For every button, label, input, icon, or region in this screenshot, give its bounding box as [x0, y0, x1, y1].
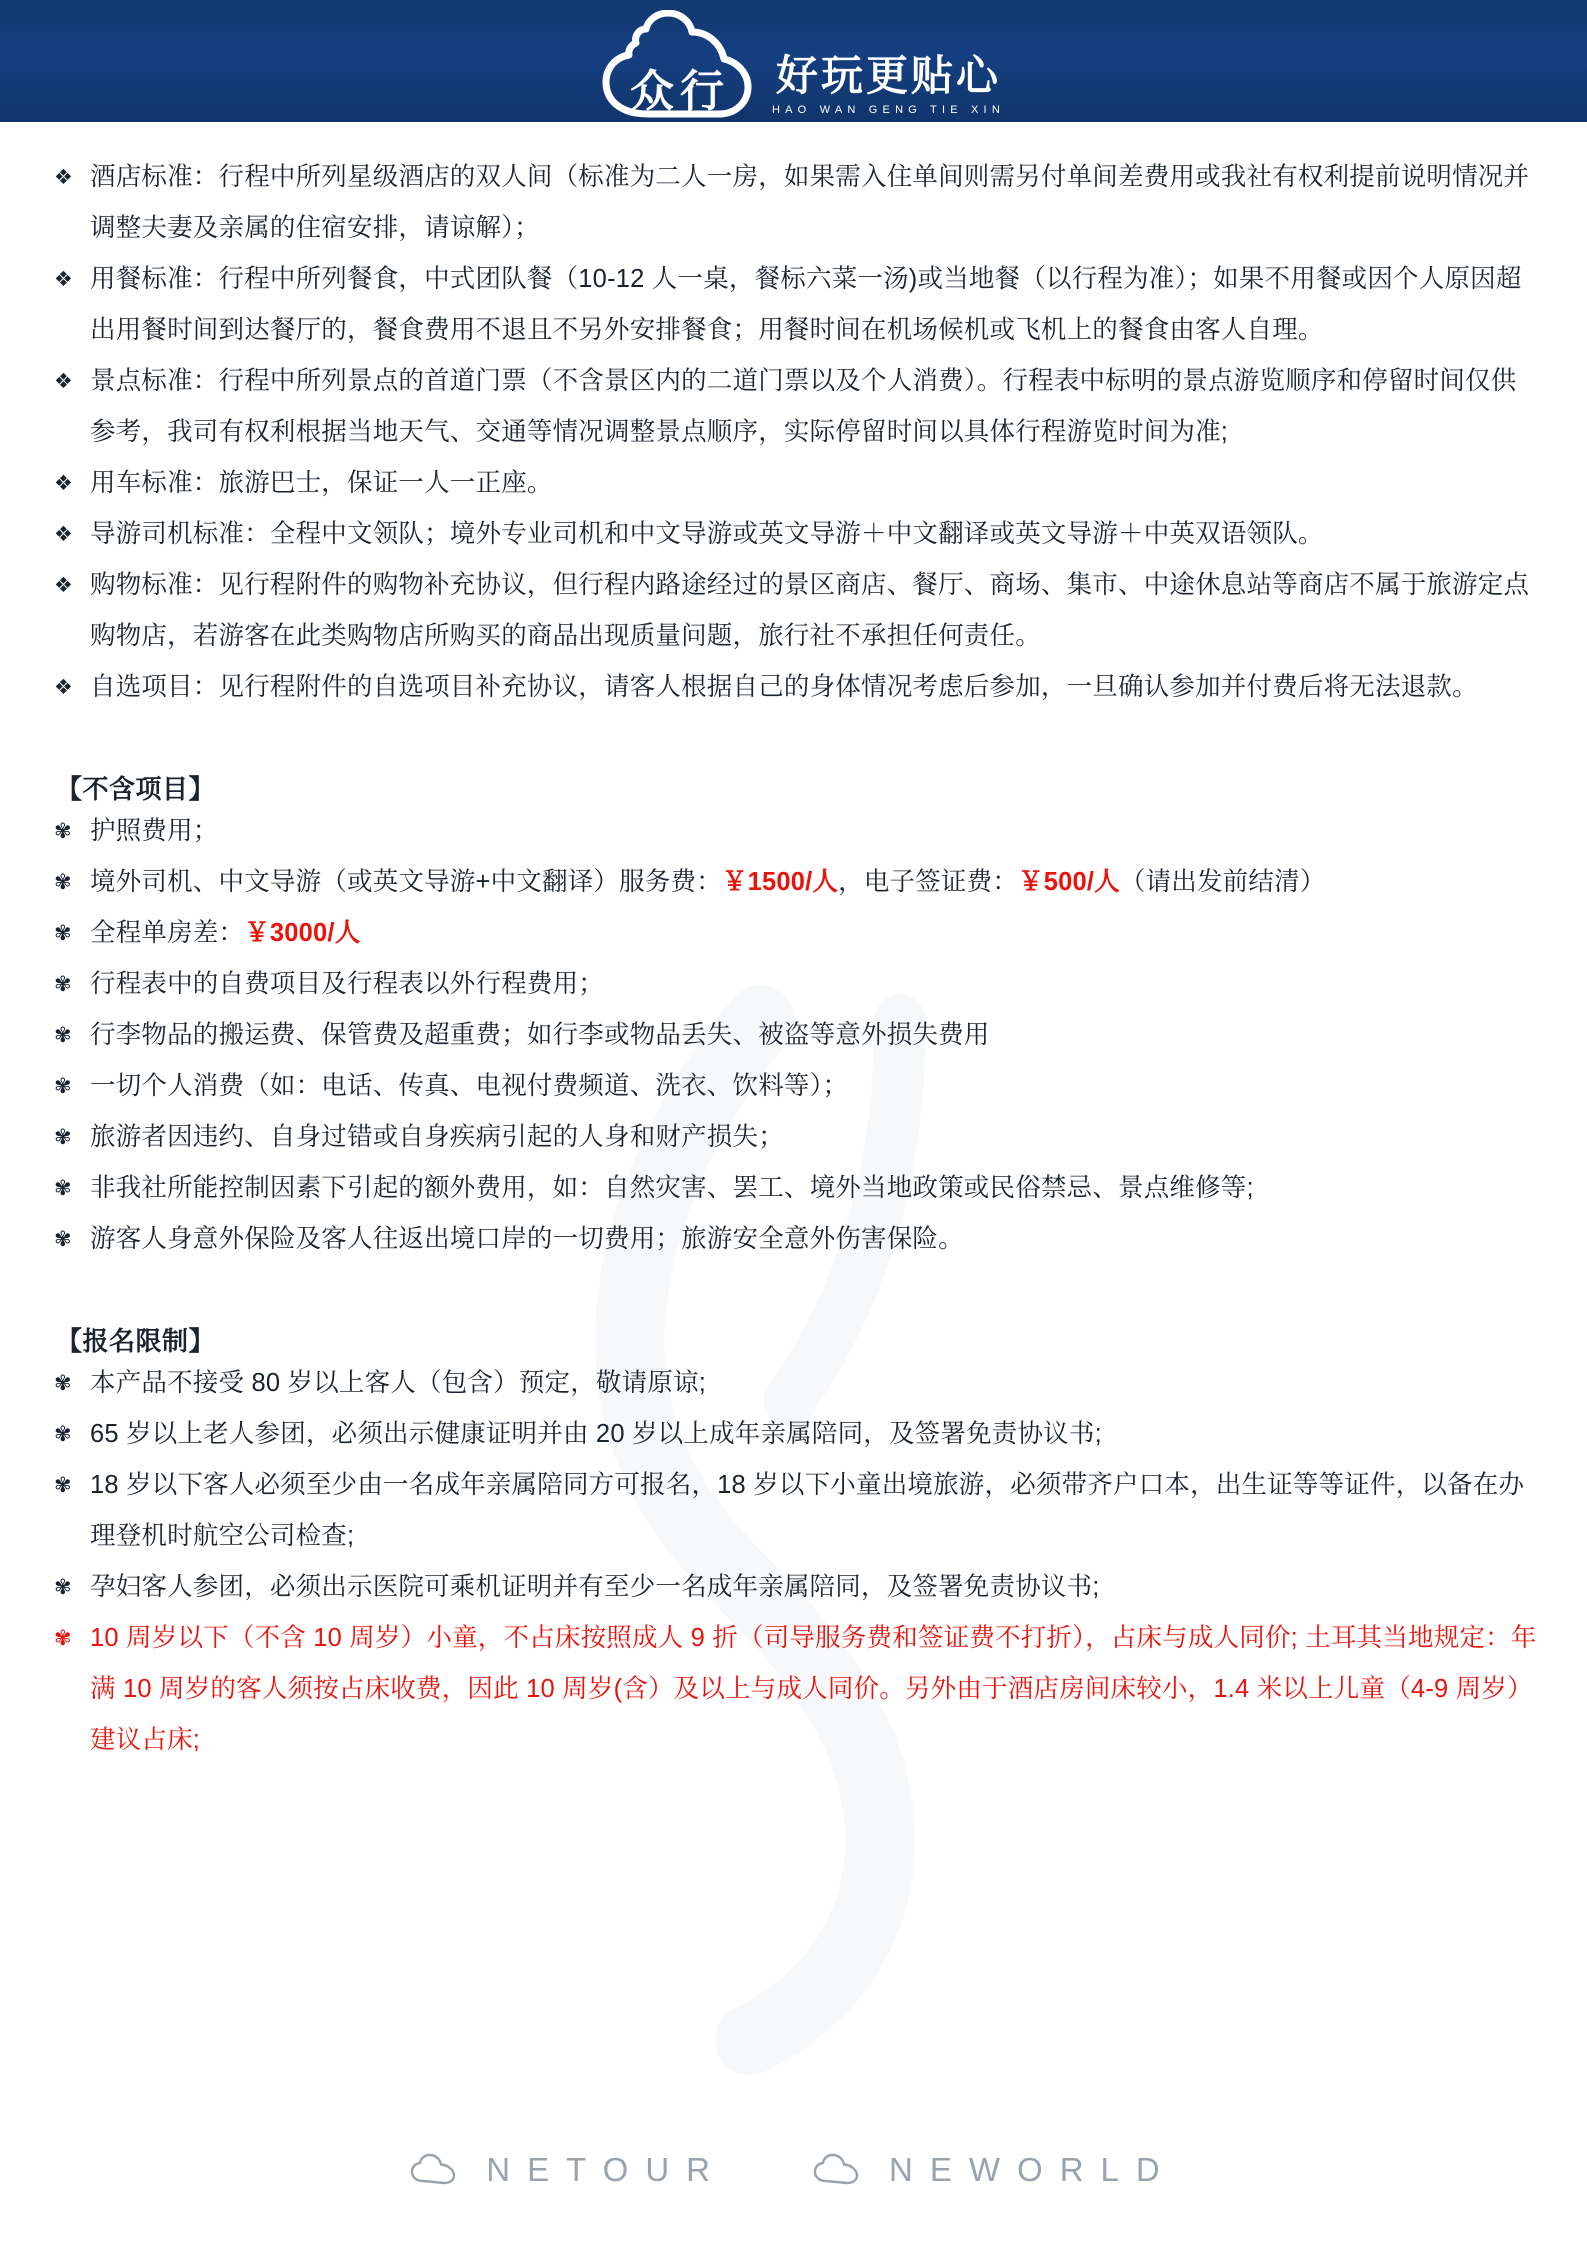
brand-tagline-group — [772, 51, 1005, 122]
brand-tagline-pinyin: HAO WAN GENG TIE XIN — [772, 104, 1005, 116]
text-run: 境外司机、中文导游（或英文导游+中文翻译）服务费： — [90, 868, 722, 896]
list-item-text: 用车标准：旅游巴士，保证一人一正座。 — [90, 469, 553, 497]
list-item — [0, 1010, 1587, 1061]
list-item-text: 10 周岁以下（不含 10 周岁）小童，不占床按照成人 9 折（司导服务费和签证费不打折），占床与成人同价; 土耳其当地规定：年满 10 周岁的客人须按占床收费，因此 10 周岁(含）及以上与成人同价。另外由于酒店房间床较小，1.4 米以上儿童（4-9 周岁）建议占床; — [90, 1624, 1537, 1754]
list-item-text — [90, 919, 360, 947]
list-item-text: 自选项目：见行程附件的自选项目补充协议，请客人根据自己的身体情况考虑后参加，一旦确认参加并付费后将无法退款。 — [90, 673, 1478, 701]
list-item-text — [90, 1123, 784, 1151]
list-item-text — [90, 868, 1325, 896]
list-item-text: 酒店标准：行程中所列星级酒店的双人间（标准为二人一房，如果需入住单间则需另付单间差费用或我社有权利提前说明情况并调整夫妻及亲属的住宿安排，请谅解）； — [90, 163, 1530, 242]
restrictions-list — [0, 1358, 1587, 1766]
diamond-bullet-icon: ❖ — [54, 267, 74, 291]
page-header — [0, 0, 1587, 122]
list-item-text — [90, 1225, 964, 1253]
list-item — [0, 458, 1587, 509]
list-item — [0, 1358, 1587, 1409]
footer-word-neworld: NEWORLD — [889, 2151, 1177, 2188]
list-item-text: 孕妇客人参团，必须出示医院可乘机证明并有至少一名成年亲属陪同，及签署免责协议书; — [90, 1573, 1100, 1601]
list-item — [0, 1562, 1587, 1613]
list-item — [0, 1163, 1587, 1214]
diamond-bullet-icon: ✾ — [54, 972, 72, 996]
text-run: 护照费用； — [90, 817, 219, 845]
text-run: （请出发前结清） — [1119, 868, 1326, 896]
list-item-text: 本产品不接受 80 岁以上客人（包含）预定，敬请原谅; — [90, 1369, 707, 1397]
top-gap — [0, 122, 1587, 152]
section-standards — [0, 152, 1587, 713]
list-item — [0, 1112, 1587, 1163]
list-item — [0, 662, 1587, 713]
list-item — [0, 806, 1587, 857]
text-run: 一切个人消费（如：电话、传真、电视付费频道、洗衣、饮料等）； — [90, 1072, 849, 1100]
diamond-bullet-icon: ❖ — [54, 522, 74, 546]
diamond-bullet-icon: ✾ — [54, 1227, 72, 1251]
diamond-bullet-icon: ✾ — [54, 1473, 72, 1497]
price-value: ￥1500/人 — [721, 868, 839, 896]
list-item-text: 18 岁以下客人必须至少由一名成年亲属陪同方可报名，18 岁以下小童出境旅游，必须带齐户口本，出生证等等证件，以备在办理登机时航空公司检查; — [90, 1471, 1525, 1550]
list-item — [0, 1409, 1587, 1460]
section-restrictions — [0, 1321, 1587, 1766]
text-run: ，电子签证费： — [838, 868, 1019, 896]
list-item — [0, 857, 1587, 908]
page-footer — [0, 2151, 1587, 2189]
footer-brand-netour — [410, 2151, 727, 2189]
list-item — [0, 1214, 1587, 1265]
list-item-text: 65 岁以上老人参团，必须出示健康证明并由 20 岁以上成年亲属陪同，及签署免责协议书; — [90, 1420, 1102, 1448]
diamond-bullet-icon: ❖ — [54, 369, 74, 393]
list-item — [0, 356, 1587, 458]
price-value: ￥500/人 — [1018, 868, 1120, 896]
brand-logo — [590, 8, 1020, 122]
text-run: 全程单房差： — [90, 919, 245, 947]
diamond-bullet-icon: ✾ — [54, 1176, 72, 1200]
document-content — [0, 122, 1587, 1766]
section-excluded — [0, 769, 1587, 1265]
list-item-text: 购物标准：见行程附件的购物补充协议，但行程内路途经过的景区商店、餐厅、商场、集市、中途休息站等商店不属于旅游定点购物店，若游客在此类购物店所购买的商品出现质量问题，旅行社不承担任何责任。 — [90, 571, 1530, 650]
footer-brand-neworld — [813, 2151, 1177, 2189]
diamond-bullet-icon: ✾ — [54, 1422, 72, 1446]
list-item — [0, 1613, 1587, 1766]
diamond-bullet-icon: ✾ — [54, 1626, 72, 1650]
list-item-text: 景点标准：行程中所列景点的首道门票（不含景区内的二道门票以及个人消费）。行程表中标明的景点游览顺序和停留时间仅供参考，我司有权利根据当地天气、交通等情况调整景点顺序，实际停留时间以具体行程游览时间为准; — [90, 367, 1517, 446]
diamond-bullet-icon: ✾ — [54, 921, 72, 945]
list-item-text — [90, 1174, 1254, 1202]
cloud-mark-icon — [410, 2153, 456, 2187]
text-run: 非我社所能控制因素下引起的额外费用，如：自然灾害、罢工、境外当地政策或民俗禁忌、景点维修等; — [90, 1174, 1254, 1202]
list-item — [0, 1061, 1587, 1112]
list-item-text — [90, 970, 604, 998]
text-run: 行程表中的自费项目及行程表以外行程费用； — [90, 970, 605, 998]
price-value: ￥3000/人 — [244, 919, 361, 947]
list-item — [0, 908, 1587, 959]
list-item — [0, 254, 1587, 356]
list-item-text: 用餐标准：行程中所列餐食，中式团队餐（10-12 人一桌，餐标六菜一汤)或当地餐（以行程为准）；如果不用餐或因个人原因超出用餐时间到达餐厅的，餐食费用不退且不另外安排餐食；用餐时间在机场候机或飞机上的餐食由客人自理。 — [90, 265, 1522, 344]
text-run: 游客人身意外保险及客人往返出境口岸的一切费用；旅游安全意外伤害保险。 — [90, 1225, 964, 1253]
zhongxing-cloud-logo-icon — [590, 10, 760, 122]
section-heading-excluded: 【不含项目】 — [56, 774, 216, 804]
svg-text:众: 众 — [630, 66, 674, 117]
diamond-bullet-icon: ✾ — [54, 1023, 72, 1047]
diamond-bullet-icon: ✾ — [54, 1125, 72, 1149]
diamond-bullet-icon: ❖ — [54, 675, 74, 699]
list-item-text: 导游司机标准：全程中文领队；境外专业司机和中文导游或英文导游＋中文翻译或英文导游＋中英双语领队。 — [90, 520, 1324, 548]
diamond-bullet-icon: ✾ — [54, 819, 72, 843]
list-item-text — [90, 1021, 990, 1049]
text-run: 行李物品的搬运费、保管费及超重费；如行李或物品丢失、被盗等意外损失费用 — [90, 1021, 990, 1049]
list-item — [0, 509, 1587, 560]
section-gap-2 — [0, 1265, 1587, 1321]
brand-tagline: 好玩更贴心 — [775, 51, 1001, 100]
excluded-list — [0, 806, 1587, 1265]
diamond-bullet-icon: ❖ — [54, 165, 74, 189]
diamond-bullet-icon: ❖ — [54, 573, 74, 597]
list-item — [0, 1460, 1587, 1562]
text-run: 旅游者因违约、自身过错或自身疾病引起的人身和财产损失； — [90, 1123, 784, 1151]
list-item — [0, 560, 1587, 662]
diamond-bullet-icon: ✾ — [54, 1575, 72, 1599]
svg-text:行: 行 — [680, 66, 724, 117]
section-gap-1 — [0, 713, 1587, 769]
diamond-bullet-icon: ❖ — [54, 471, 74, 495]
cloud-mark-icon — [813, 2153, 859, 2187]
list-item-text — [90, 817, 219, 845]
diamond-bullet-icon: ✾ — [54, 870, 72, 894]
list-item — [0, 959, 1587, 1010]
footer-word-netour: NETOUR — [486, 2151, 728, 2188]
list-item — [0, 152, 1587, 254]
section-heading-restrictions: 【报名限制】 — [56, 1326, 216, 1356]
standards-list — [0, 152, 1587, 713]
diamond-bullet-icon: ✾ — [54, 1074, 72, 1098]
diamond-bullet-icon: ✾ — [54, 1371, 72, 1395]
list-item-text — [90, 1072, 848, 1100]
